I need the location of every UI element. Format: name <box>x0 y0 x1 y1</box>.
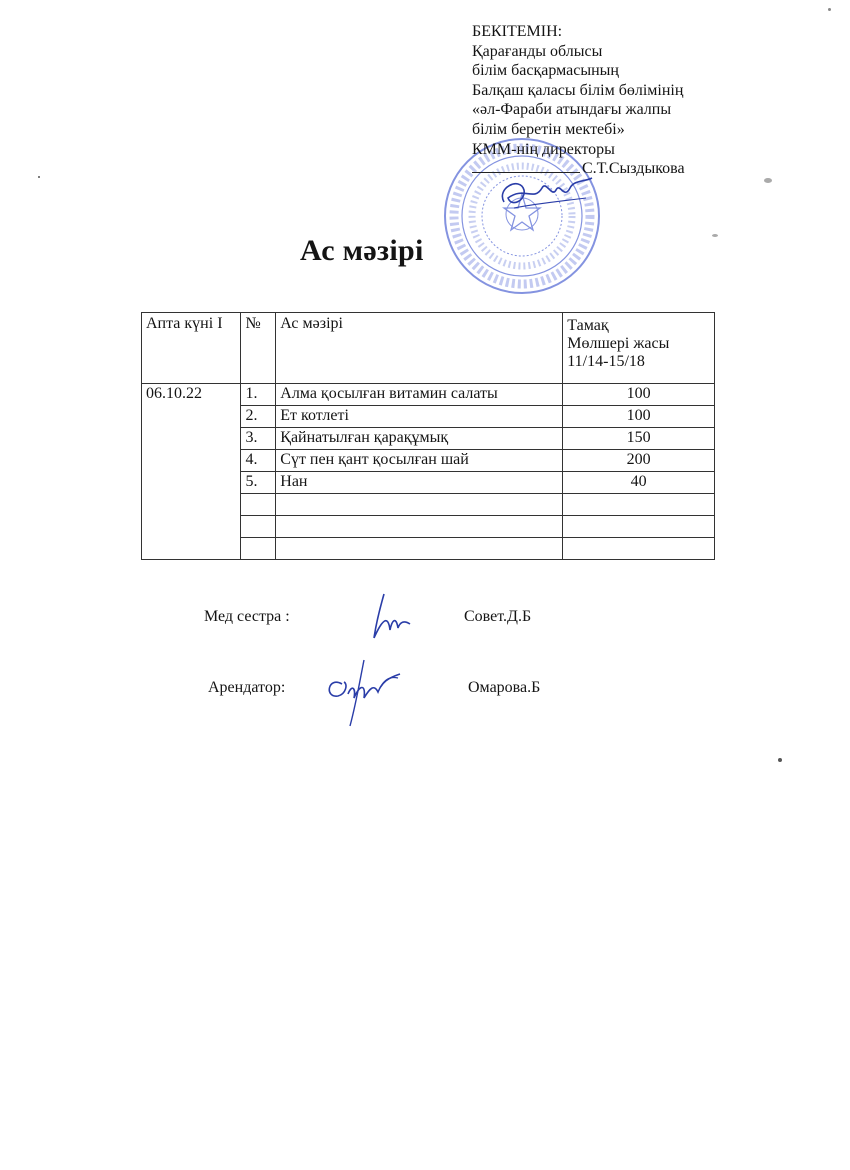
menu-table <box>141 312 715 560</box>
row-number <box>241 494 276 516</box>
row-amount <box>563 538 715 560</box>
row-number: 2. <box>241 406 276 428</box>
row-amount <box>563 494 715 516</box>
row-number <box>241 538 276 560</box>
row-number: 5. <box>241 472 276 494</box>
header-day: Апта күні І <box>142 313 241 384</box>
scan-speck <box>712 234 718 237</box>
row-dish: Қайнатылған қарақұмық <box>276 428 563 450</box>
tenant-signature-icon <box>320 654 406 730</box>
nurse-signature-icon <box>366 590 416 646</box>
scan-speck <box>38 176 40 178</box>
row-number: 1. <box>241 384 276 406</box>
page-title: Ас мәзірі <box>300 234 424 267</box>
row-dish <box>276 494 563 516</box>
approval-line: білім беретін мектебі» <box>472 120 625 138</box>
row-dish <box>276 516 563 538</box>
row-number: 4. <box>241 450 276 472</box>
row-dish: Нан <box>276 472 563 494</box>
row-amount: 200 <box>563 450 715 472</box>
row-amount <box>563 516 715 538</box>
header-number: № <box>241 313 276 384</box>
row-dish: Алма қосылған витамин салаты <box>276 384 563 406</box>
nurse-label: Мед сестра : <box>204 608 290 625</box>
row-dish <box>276 538 563 560</box>
approval-line: Қарағанды облысы <box>472 42 603 60</box>
approval-line: білім басқармасының <box>472 62 619 80</box>
row-number: 3. <box>241 428 276 450</box>
row-amount: 100 <box>563 406 715 428</box>
tenant-label: Арендатор: <box>208 679 286 696</box>
table-row <box>142 384 715 406</box>
scan-speck <box>778 758 782 762</box>
approval-block <box>472 22 792 179</box>
tenant-name: Омарова.Б <box>468 679 541 696</box>
row-number <box>241 516 276 538</box>
day-cell: 06.10.22 <box>142 384 241 560</box>
row-amount: 40 <box>563 472 715 494</box>
header-amount-line1: Тамақ <box>567 317 609 334</box>
director-name: С.Т.Сыздыкова <box>582 160 685 178</box>
header-amount <box>563 313 715 384</box>
table-header-row <box>142 313 715 384</box>
approval-heading: БЕКІТЕМІН: <box>472 23 563 40</box>
row-amount: 100 <box>563 384 715 406</box>
scan-speck <box>764 178 772 183</box>
nurse-name: Совет.Д.Б <box>464 608 532 625</box>
scan-speck <box>828 8 831 11</box>
row-dish: Ет котлеті <box>276 406 563 428</box>
row-dish: Сүт пен қант қосылған шай <box>276 450 563 472</box>
row-amount: 150 <box>563 428 715 450</box>
header-dish: Ас мәзірі <box>276 313 563 384</box>
approval-line: Балқаш қаласы білім бөлімінің <box>472 81 684 99</box>
director-signature-icon <box>494 168 598 220</box>
approval-line: «әл-Фараби атындағы жалпы <box>472 101 672 119</box>
header-amount-line2: Мөлшері жасы <box>567 335 670 352</box>
header-amount-line3: 11/14-15/18 <box>567 353 645 370</box>
approval-line: КММ-нің директоры <box>472 140 615 158</box>
